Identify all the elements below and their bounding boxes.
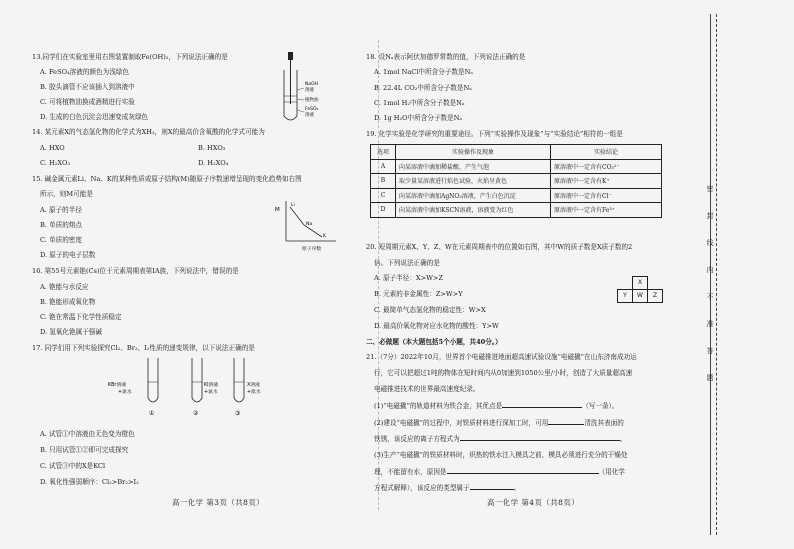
q19-stem: 19. 化学实验是化学研究的重要途径。下列“实验操作及现象”与“实验结论”相符的一组是 bbox=[366, 130, 623, 138]
q19-header-conclusion: 实验结论 bbox=[551, 145, 662, 160]
q20-option-a: A. 原子半径：X>W>Z bbox=[374, 274, 444, 282]
q20-cell-x: X bbox=[632, 276, 648, 290]
q13-stem: 13.同学们在实验室里用右图装置制取Fe(OH)₂，下列说法正确的是 bbox=[32, 53, 228, 61]
q20-option-b: B. 元素的非金属性：Z>W>Y bbox=[374, 290, 463, 298]
q15-option-c: C. 单质的密度 bbox=[40, 236, 82, 244]
q15-stem-line2: 所示，则M可能是 bbox=[40, 190, 93, 198]
q18-option-c: C. 1mol H₂中所含分子数是Nₐ bbox=[374, 99, 465, 107]
q18-stem: 18. 设Nₐ表示阿伏加德罗常数的值，下列说法正确的是 bbox=[366, 53, 526, 61]
q15-option-a: A. 原子的半径 bbox=[40, 206, 82, 214]
answer-blank[interactable] bbox=[548, 418, 584, 425]
q19-row-a-option: A bbox=[371, 159, 396, 174]
q17-option-a: A. 试管①中溶液由无色变为橙色 bbox=[40, 430, 135, 438]
q16-option-c: C. 铯在常温下化学性质稳定 bbox=[40, 313, 122, 321]
q21-sub3-text3: 方程式解释），该反应的类型属于 bbox=[374, 484, 470, 492]
q13-label-solution2: 溶液 bbox=[305, 113, 314, 118]
q17-stem: 17. 同学们用下列实验探究Cl₂、Br₂、I₂性质的递变规律，以下说法正确的是 bbox=[32, 344, 255, 352]
binding-char-6: 准 bbox=[706, 320, 714, 328]
q17-option-c: C. 试管③中的X是KCl bbox=[40, 462, 106, 470]
q21-intro-line1: 21.（7分）2022年10月，世界首个电磁推进地面超高速试验设施“电磁撬”在山东济南成功运 bbox=[366, 353, 637, 361]
q19-row-d-conclusion: 原溶液中一定含有Fe³⁺ bbox=[551, 203, 662, 218]
q17-tube-1-label1: KBr溶液 bbox=[108, 383, 127, 388]
q17-tubes-figure bbox=[106, 356, 276, 418]
q20-cell-w: W bbox=[632, 289, 648, 303]
q20-stem-line1: 20. 短周期元素X、Y、Z、W在元素周期表中的位置如右图，其中W的质子数是X质子数的2 bbox=[366, 243, 633, 251]
q13-label-naoh: NaOH bbox=[305, 82, 319, 87]
q15-stem-line1: 15. 碱金属元素Li、Na、K的某种性质或原子结构(M)随原子序数递增呈现的变化趋势如右图 bbox=[32, 175, 302, 183]
q13-label-solution1: 溶液 bbox=[305, 88, 314, 93]
q13-label-feso4: FeSO₄ bbox=[305, 107, 319, 112]
q21-sub3-text2: 理，不能留有水，原因是 bbox=[374, 468, 447, 476]
q13-option-b: B. 胶头滴管不应该插入到溶液中 bbox=[40, 83, 135, 91]
q19-row-d-option: D bbox=[371, 203, 396, 218]
q17-tube-2-num: ② bbox=[193, 410, 199, 417]
binding-char-3: 线 bbox=[706, 239, 714, 247]
q17-tube-3-num: ③ bbox=[235, 410, 241, 417]
q18-option-b: B. 22.4L CO₂中所含分子数是Nₐ bbox=[374, 84, 472, 92]
q13-option-d: D. 生成的白色沉淀会迅速变成灰绿色 bbox=[40, 113, 149, 121]
q21-sub3-line2 bbox=[374, 467, 625, 476]
q17-tube-1-num: ① bbox=[149, 410, 155, 417]
q20-option-c: C. 最简单气态氢化物的稳定性：W>X bbox=[374, 306, 486, 314]
q19-row-c-conclusion: 原溶液中一定含有Cl⁻ bbox=[551, 188, 662, 203]
right-page-footer: 高一化学 第4页（共8页） bbox=[487, 498, 580, 507]
binding-line-right bbox=[716, 14, 717, 535]
q19-table-header-row bbox=[371, 145, 662, 160]
q17-tube-1 bbox=[108, 358, 158, 417]
binding-char-4: 内 bbox=[706, 266, 714, 274]
q19-row-b-conclusion: 原溶液中一定含有K⁺ bbox=[551, 174, 662, 189]
table-row bbox=[371, 159, 662, 174]
q21-sub1 bbox=[374, 401, 618, 410]
q14-option-d: D. H₂XO₄ bbox=[198, 159, 229, 167]
q17-tube-1-label2: +氯水 bbox=[118, 390, 132, 395]
q15-x-axis-label: 原子序数 bbox=[302, 247, 322, 252]
table-row bbox=[371, 188, 662, 203]
q17-tube-2-label1: KI溶液 bbox=[204, 383, 219, 388]
binding-line-left bbox=[710, 14, 711, 535]
answer-blank[interactable] bbox=[470, 483, 514, 490]
q13-apparatus-figure bbox=[278, 52, 338, 126]
q17-tube-3 bbox=[234, 358, 261, 417]
q15-option-b: B. 单质的熔点 bbox=[40, 221, 83, 229]
q15-point-k: K bbox=[323, 234, 326, 239]
q19-row-c-option: C bbox=[371, 188, 396, 203]
q21-sub2-line1 bbox=[374, 418, 624, 427]
q21-intro-line2: 行，它可以把超过1吨的物体在短时间内从0加速到1050公里/小时，创造了大质量超高速 bbox=[374, 369, 633, 377]
q18-option-a: A. 1mol NaCl中所含分子数是Nₐ bbox=[374, 68, 473, 76]
binding-char-1: 密 bbox=[706, 185, 714, 193]
q19-row-b-operation: 取少量某溶液进行焰色试验，火焰呈黄色 bbox=[396, 174, 551, 189]
q15-trend-figure bbox=[272, 197, 342, 255]
q20-option-d: D. 最高价氧化物对应水化物的酸性：Y>W bbox=[374, 322, 499, 330]
q13-option-a: A. FeSO₄溶液的颜色为浅绿色 bbox=[40, 68, 129, 76]
q19-row-d-operation: 向某溶液中滴加KSCN溶液，溶液变为红色 bbox=[396, 203, 551, 218]
q18-option-d: D. 1g H₂O中所含分子数是Nₐ bbox=[374, 114, 463, 122]
answer-blank[interactable] bbox=[502, 401, 582, 408]
q21-sub3-tail2: （用化学 bbox=[598, 468, 625, 476]
q17-tube-3-label1: X溶液 bbox=[247, 383, 260, 388]
q16-stem: 16. 第55号元素铯(Cs)位于元素周期表第IA族，下列说法中，错误的是 bbox=[32, 267, 239, 275]
binding-char-7: 答 bbox=[706, 347, 714, 355]
q21-sub2-tail2: 。 bbox=[619, 435, 627, 443]
q17-option-d: D. 氧化性强弱顺序：Cl₂>Br₂>I₂ bbox=[40, 478, 139, 486]
q14-option-c: C. H₂XO₃ bbox=[40, 159, 71, 167]
q17-tube-2-label2: +氯水 bbox=[204, 390, 218, 395]
q19-experiment-table bbox=[370, 144, 662, 218]
q17-tube-2 bbox=[192, 358, 218, 417]
q19-header-operation: 实验操作及现象 bbox=[396, 145, 551, 160]
binding-char-2: 封 bbox=[706, 212, 714, 220]
q13-label-oil: 植物油 bbox=[305, 98, 319, 103]
q21-sub1-tail: （写一条）。 bbox=[582, 402, 619, 410]
q15-point-li: Li bbox=[291, 203, 295, 208]
q15-y-axis-label: M bbox=[275, 207, 280, 213]
q19-row-a-operation: 向某溶液中滴加稀盐酸，产生气泡 bbox=[396, 159, 551, 174]
q15-point-na: Na bbox=[306, 222, 313, 227]
q15-option-d: D. 原子的电子层数 bbox=[40, 251, 96, 259]
q17-tube-3-label2: +溴水 bbox=[247, 390, 261, 395]
q16-option-b: B. 铯能形成氧化物 bbox=[40, 298, 96, 306]
q14-option-a: A. HXO bbox=[40, 144, 65, 152]
q21-intro-line3: 电磁推进技术的世界最高速度纪录。 bbox=[374, 385, 480, 393]
table-row bbox=[371, 203, 662, 218]
binding-margin bbox=[702, 0, 794, 549]
q17-option-b: B. 只用试管①②即可完成探究 bbox=[40, 446, 129, 454]
q21-sub3-line3 bbox=[374, 483, 520, 492]
q21-sub2-tail1: 清洗其表面的 bbox=[584, 419, 624, 427]
q21-sub3-line1 bbox=[374, 451, 627, 459]
q21-sub2-line2 bbox=[374, 434, 626, 443]
q20-cell-y: Y bbox=[617, 289, 633, 303]
q21-sub3-text1: (3)生产“电磁撬”的铁质材料时，炽热的铁水注入模具之前，模具必须进行充分的干燥处 bbox=[374, 451, 628, 459]
q20-stem-line2: 倍。下列说法正确的是 bbox=[374, 259, 440, 267]
left-page-footer: 高一化学 第3页（共8页） bbox=[172, 498, 265, 507]
q19-header-option: 选项 bbox=[371, 145, 396, 160]
q19-row-c-operation: 向某溶液中滴加AgNO₃溶液，产生白色沉淀 bbox=[396, 188, 551, 203]
binding-char-5: 不 bbox=[706, 293, 714, 301]
q14-stem: 14. 某元素X的气态氢化物的化学式为XH₃，则X的最高价含氧酸的化学式可能为 bbox=[32, 128, 265, 136]
table-row bbox=[371, 174, 662, 189]
q19-row-b-option: B bbox=[371, 174, 396, 189]
q21-sub1-text: (1)“电磁撬”的轨道材料为铁合金，其优点是 bbox=[374, 402, 503, 410]
q14-option-b: B. HXO₃ bbox=[198, 144, 226, 152]
section-2-heading: 二、必做题（本大题包括5个小题，共40分。） bbox=[366, 338, 502, 346]
q13-option-c: C. 可将植物油换成酒精进行实验 bbox=[40, 98, 135, 106]
binding-char-8: 题 bbox=[706, 374, 714, 382]
q21-sub2-text1: (2)建设“电磁撬”的过程中，对铁质材料进行深加工时，可用 bbox=[374, 419, 549, 427]
q20-cell-z: Z bbox=[647, 289, 663, 303]
q16-option-d: D. 氢氧化铯属于强碱 bbox=[40, 328, 102, 336]
answer-blank[interactable] bbox=[460, 434, 620, 441]
q21-sub3-tail3: 。 bbox=[513, 484, 521, 492]
q19-row-a-conclusion: 原溶液中一定含有CO₃²⁻ bbox=[551, 159, 662, 174]
q21-sub2-text2: 铁锈，该反应的离子方程式为 bbox=[374, 435, 460, 443]
q16-option-a: A. 铯能与水反应 bbox=[40, 283, 89, 291]
answer-blank[interactable] bbox=[447, 467, 599, 474]
